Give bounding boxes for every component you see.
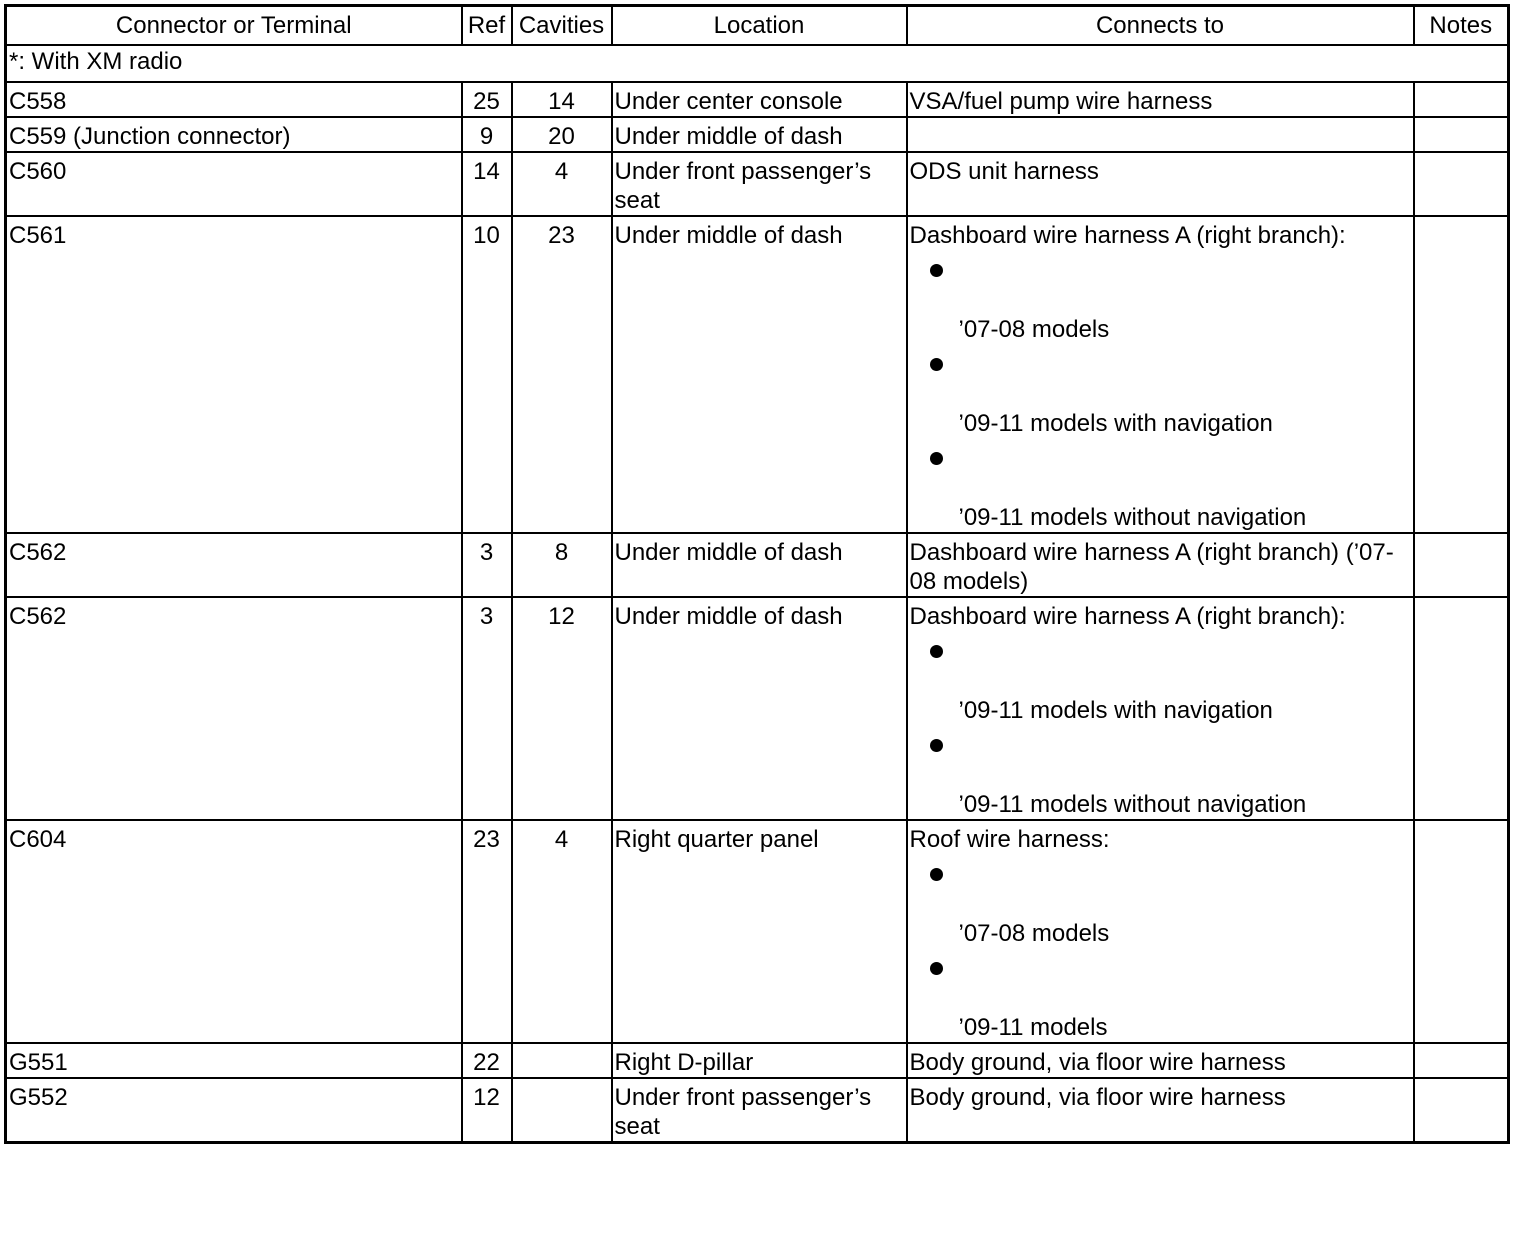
connector-cell: C561 (6, 216, 462, 533)
connects-to-cell: Body ground, via floor wire harness (907, 1078, 1414, 1143)
location-cell: Under front passenger’s seat (612, 1078, 907, 1143)
location-cell: Right D-pillar (612, 1043, 907, 1078)
connects-to-cell: ODS unit harness (907, 152, 1414, 216)
connector-cell: G552 (6, 1078, 462, 1143)
connects-to-cell: Dashboard wire harness A (right branch) (’07-08 models) (907, 533, 1414, 597)
model-list (910, 645, 1411, 819)
list-item (910, 452, 1411, 532)
bullet-icon (930, 264, 943, 277)
ref-cell: 14 (462, 152, 512, 216)
list-item-text: ’07-08 models (958, 316, 1110, 343)
ref-cell: 23 (462, 820, 512, 1043)
table-row (6, 117, 1509, 152)
cavities-cell (512, 1043, 612, 1078)
connects-to-intro: Dashboard wire harness A (right branch): (909, 603, 1346, 630)
cavities-cell: 23 (512, 216, 612, 533)
notes-cell (1414, 820, 1509, 1043)
cavities-cell: 8 (512, 533, 612, 597)
connects-to-cell (907, 597, 1414, 820)
connector-cell: C559 (Junction connector) (6, 117, 462, 152)
connector-table-page (4, 4, 1507, 1144)
notes-cell (1414, 152, 1509, 216)
table-row (6, 533, 1509, 597)
location-cell: Right quarter panel (612, 820, 907, 1043)
notes-cell (1414, 1078, 1509, 1143)
list-item (910, 645, 1411, 725)
bullet-icon (930, 962, 943, 975)
connector-cell: G551 (6, 1043, 462, 1078)
cavities-cell: 12 (512, 597, 612, 820)
cavities-cell: 20 (512, 117, 612, 152)
ref-cell: 9 (462, 117, 512, 152)
list-item (910, 358, 1411, 438)
column-header-location: Location (612, 6, 907, 46)
notes-cell (1414, 216, 1509, 533)
connector-table (4, 4, 1510, 1144)
table-row (6, 820, 1509, 1043)
list-item-text: ’09-11 models (958, 1014, 1108, 1041)
table-row (6, 597, 1509, 820)
location-cell: Under middle of dash (612, 117, 907, 152)
ref-cell: 25 (462, 82, 512, 117)
list-item-text: ’09-11 models with navigation (958, 697, 1273, 724)
column-header-cavities: Cavities (512, 6, 612, 46)
bullet-icon (930, 452, 943, 465)
model-list (910, 264, 1411, 532)
footnote: *: With XM radio (6, 45, 1509, 82)
ref-cell: 12 (462, 1078, 512, 1143)
location-cell: Under center console (612, 82, 907, 117)
connector-cell: C562 (6, 597, 462, 820)
bullet-icon (930, 868, 943, 881)
list-item (910, 962, 1411, 1042)
ref-cell: 22 (462, 1043, 512, 1078)
column-header-ref: Ref (462, 6, 512, 46)
location-cell: Under middle of dash (612, 216, 907, 533)
ref-cell: 3 (462, 597, 512, 820)
list-item-text: ’09-11 models with navigation (958, 410, 1273, 437)
table-row (6, 216, 1509, 533)
location-cell: Under front passenger’s seat (612, 152, 907, 216)
footnote-row (6, 45, 1509, 82)
notes-cell (1414, 597, 1509, 820)
location-cell: Under middle of dash (612, 533, 907, 597)
bullet-icon (930, 739, 943, 752)
column-header-connector: Connector or Terminal (6, 6, 462, 46)
connects-to-intro: Dashboard wire harness A (right branch): (909, 222, 1346, 249)
connector-cell: C558 (6, 82, 462, 117)
column-header-connects-to: Connects to (907, 6, 1414, 46)
list-item-text: ’09-11 models without navigation (958, 791, 1307, 818)
table-row (6, 82, 1509, 117)
list-item-text: ’09-11 models without navigation (958, 504, 1307, 531)
column-header-notes: Notes (1414, 6, 1509, 46)
bullet-icon (930, 358, 943, 371)
cavities-cell: 14 (512, 82, 612, 117)
table-row (6, 1078, 1509, 1143)
location-cell: Under middle of dash (612, 597, 907, 820)
notes-cell (1414, 533, 1509, 597)
connects-to-cell: VSA/fuel pump wire harness (907, 82, 1414, 117)
cavities-cell: 4 (512, 152, 612, 216)
list-item (910, 868, 1411, 948)
ref-cell: 10 (462, 216, 512, 533)
notes-cell (1414, 117, 1509, 152)
connector-cell: C562 (6, 533, 462, 597)
table-row (6, 152, 1509, 216)
connector-cell: C604 (6, 820, 462, 1043)
list-item (910, 264, 1411, 344)
connects-to-cell (907, 117, 1414, 152)
cavities-cell (512, 1078, 612, 1143)
bullet-icon (930, 645, 943, 658)
connects-to-cell: Body ground, via floor wire harness (907, 1043, 1414, 1078)
connector-cell: C560 (6, 152, 462, 216)
connects-to-cell (907, 216, 1414, 533)
notes-cell (1414, 1043, 1509, 1078)
model-list (910, 868, 1411, 1042)
cavities-cell: 4 (512, 820, 612, 1043)
table-row (6, 1043, 1509, 1078)
list-item (910, 739, 1411, 819)
notes-cell (1414, 82, 1509, 117)
list-item-text: ’07-08 models (958, 920, 1110, 947)
connects-to-intro: Roof wire harness: (909, 826, 1110, 853)
connects-to-cell (907, 820, 1414, 1043)
header-row (6, 6, 1509, 46)
ref-cell: 3 (462, 533, 512, 597)
